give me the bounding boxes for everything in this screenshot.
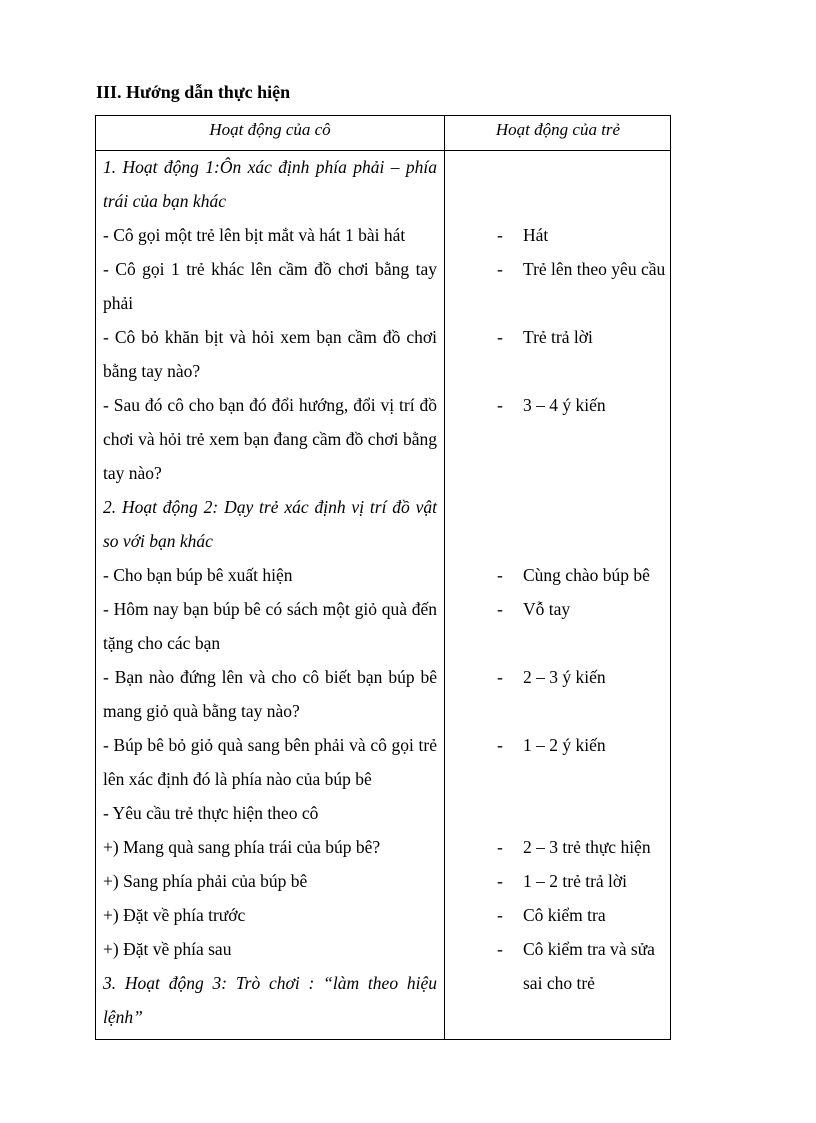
bullet-dash: -	[497, 599, 503, 619]
teacher-step: - Cô gọi một trẻ lên bịt mắt và hát 1 bài hát	[103, 225, 406, 245]
teacher-step: - Bạn nào đứng lên và cho cô biết bạn búp bê mang giỏ quà bằng tay nào?	[103, 667, 437, 721]
child-response-text: Hát	[523, 225, 549, 245]
child-response-text: Vỗ tay	[523, 599, 571, 619]
activity-table	[95, 115, 671, 1040]
bullet-dash: -	[497, 259, 503, 279]
teacher-step: - Cho bạn búp bê xuất hiện	[103, 565, 293, 585]
teacher-sub-step: +) Sang phía phải của búp bê	[103, 871, 308, 891]
section-heading: III. Hướng dẫn thực hiện	[96, 82, 291, 102]
child-response-text: Cô kiểm tra và sửa sai cho trẻ	[523, 939, 655, 993]
child-response-text: 2 – 3 ý kiến	[523, 667, 606, 687]
teacher-sub-step: +) Đặt về phía sau	[103, 939, 232, 959]
header-teacher-activity: Hoạt động của cô	[209, 120, 331, 139]
bullet-dash: -	[497, 837, 503, 857]
teacher-sub-step: +) Đặt về phía trước	[103, 905, 246, 925]
bullet-dash: -	[497, 939, 503, 959]
bullet-dash: -	[497, 905, 503, 925]
teacher-step: - Yêu cầu trẻ thực hiện theo cô	[103, 803, 319, 823]
child-response-text: 2 – 3 trẻ thực hiện	[523, 837, 651, 857]
child-response-text: 1 – 2 ý kiến	[523, 735, 606, 755]
child-response-text: Trẻ lên theo yêu cầu	[523, 259, 666, 279]
child-response-text: Cô kiểm tra	[523, 905, 606, 925]
bullet-dash: -	[497, 225, 503, 245]
teacher-step: - Búp bê bỏ giỏ quà sang bên phải và cô gọi trẻ lên xác định đó là phía nào của búp bê	[103, 735, 437, 789]
teacher-step: - Sau đó cô cho bạn đó đổi hướng, đổi vị trí đồ chơi và hỏi trẻ xem bạn đang cầm đồ chơi bằng tay nào?	[103, 395, 437, 483]
bullet-dash: -	[497, 327, 503, 347]
activity-2-title: 2. Hoạt động 2: Dạy trẻ xác định vị trí đồ vật so với bạn khác	[103, 497, 437, 551]
bullet-dash: -	[497, 735, 503, 755]
activity-1-title: 1. Hoạt động 1:Ôn xác định phía phải – phía trái của bạn khác	[103, 157, 437, 211]
teacher-step: - Hôm nay bạn búp bê có sách một giỏ quà đến tặng cho các bạn	[103, 599, 437, 653]
teacher-step: - Cô gọi 1 trẻ khác lên cầm đồ chơi bằng tay phải	[103, 259, 437, 313]
teacher-activity-column	[103, 150, 437, 1034]
child-response-text: 1 – 2 trẻ trả lời	[523, 871, 628, 891]
child-response-text: Cùng chào búp bê	[523, 565, 650, 585]
header-child-activity: Hoạt động của trẻ	[495, 120, 621, 139]
activity-3-title: 3. Hoạt động 3: Trò chơi : “làm theo hiệu lệnh”	[103, 973, 437, 1027]
bullet-dash: -	[497, 667, 503, 687]
teacher-step: - Cô bỏ khăn bịt và hỏi xem bạn cầm đồ chơi bằng tay nào?	[103, 327, 437, 381]
teacher-sub-step: +) Mang quà sang phía trái của búp bê?	[103, 837, 381, 857]
bullet-dash: -	[497, 871, 503, 891]
bullet-dash: -	[497, 565, 503, 585]
bullet-dash: -	[497, 395, 503, 415]
child-response-text: Trẻ trả lời	[523, 327, 593, 347]
column-divider	[444, 116, 445, 1039]
child-response-text: 3 – 4 ý kiến	[523, 395, 606, 415]
